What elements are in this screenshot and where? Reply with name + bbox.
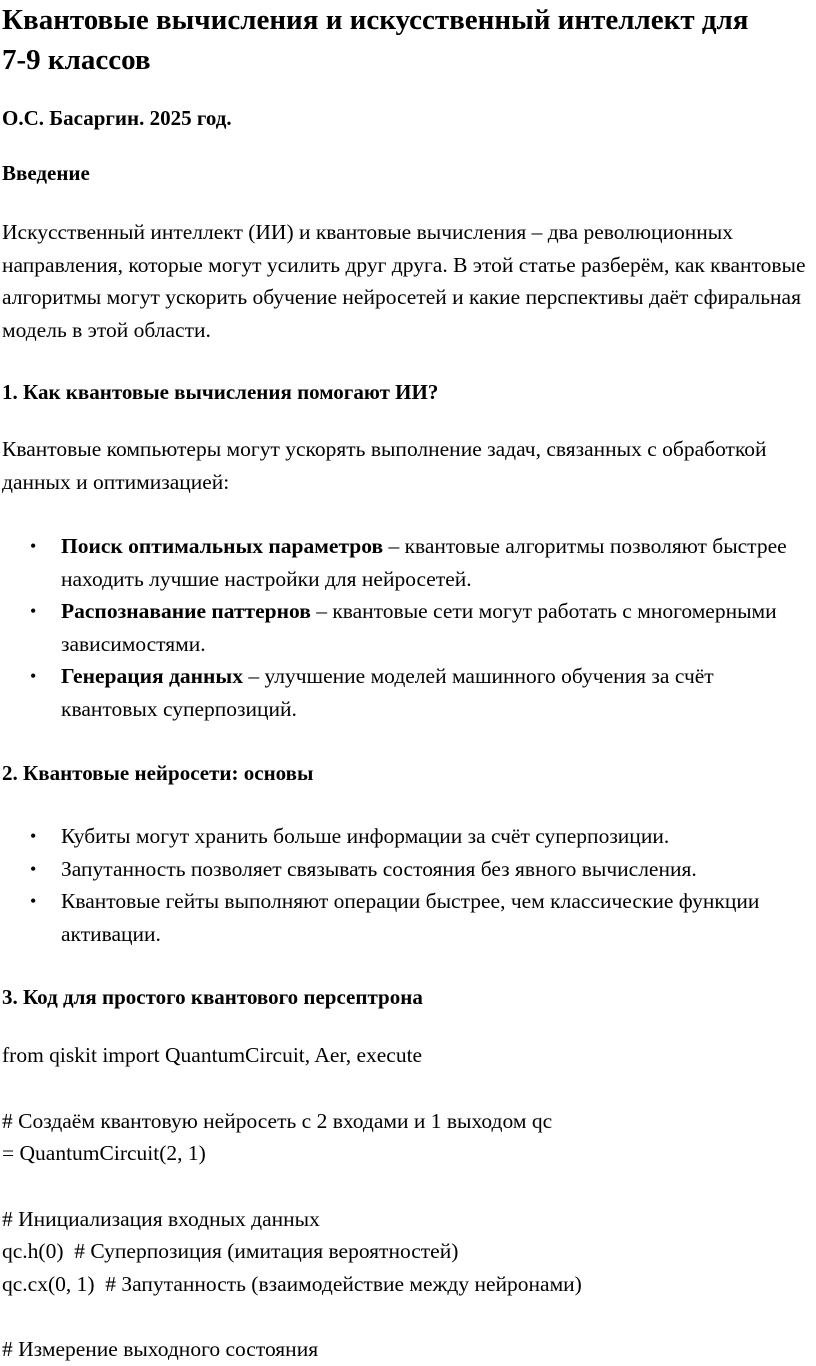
bullet-icon: • — [30, 536, 37, 556]
bullet-icon: • — [30, 601, 37, 621]
list-item-text: Кубиты могут хранить больше информации за счёт суперпозиции. — [61, 824, 670, 848]
code-line-hadamard: qc.h(0) # Суперпозиция (имитация вероятностей) — [2, 1239, 459, 1263]
section-1-heading: 1. Как квантовые вычисления помогают ИИ? — [2, 380, 439, 404]
section-3-heading: 3. Код для простого квантового персептрона — [2, 985, 423, 1009]
list-item-bold: Генерация данных — [61, 664, 243, 688]
bullet-icon: • — [30, 891, 37, 911]
list-item — [2, 595, 812, 660]
list-item — [2, 530, 812, 595]
list-item — [2, 885, 812, 950]
bullet-icon: • — [30, 666, 37, 686]
author-line: О.С. Басаргин. 2025 год. — [2, 106, 232, 130]
list-item-text: Запутанность позволяет связывать состояния без явного вычисления. — [61, 856, 697, 881]
section-2-heading: 2. Квантовые нейросети: основы — [2, 761, 314, 785]
list-item-text: – квантовые сети могут работать с многомерными зависимостями. — [61, 599, 777, 656]
code-line-comment-create: # Создаём квантовую нейросеть с 2 входами и 1 выходом qc — [2, 1108, 553, 1133]
title-line-2: 7-9 классов — [2, 44, 151, 76]
bullet-icon: • — [30, 826, 37, 846]
list-item — [2, 820, 812, 853]
list-item-text: – улучшение моделей машинного обучения за счёт квантовых суперпозиций. — [61, 664, 714, 721]
list-item-text: – квантовые алгоритмы позволяют быстрее находить лучшие настройки для нейросетей. — [61, 534, 787, 591]
list-item — [2, 853, 812, 886]
list-item-bold: Поиск оптимальных параметров — [61, 534, 384, 558]
title-line-1: Квантовые вычисления и искусственный интеллект для — [2, 4, 749, 36]
code-line-cnot: qc.cx(0, 1) # Запутанность (взаимодействие между нейронами) — [2, 1271, 582, 1296]
section-1-paragraph: Квантовые компьютеры могут ускорять выполнение задач, связанных с обработкой данных и оптимизацией: — [2, 437, 767, 494]
document-title — [2, 0, 812, 80]
code-line-comment-init: # Инициализация входных данных — [2, 1206, 320, 1231]
section-1-list — [2, 530, 812, 725]
code-block — [2, 1039, 812, 1366]
code-line-qc-assign: = QuantumCircuit(2, 1) — [2, 1141, 206, 1165]
code-line-comment-measure: # Измерение выходного состояния — [2, 1337, 319, 1361]
list-item — [2, 660, 812, 725]
intro-heading: Введение — [2, 161, 90, 185]
list-item-text: Квантовые гейты выполняют операции быстрее, чем классические функции активации. — [61, 889, 760, 946]
bullet-icon: • — [30, 858, 37, 879]
section-2-list — [2, 820, 812, 950]
list-item-bold: Распознавание паттернов — [61, 599, 311, 623]
code-line-import: from qiskit import QuantumCircuit, Aer, execute — [2, 1043, 423, 1067]
intro-paragraph: Искусственный интеллект (ИИ) и квантовые вычисления – два революционных направления, которые могут усилить друг друга. В этой статье разберём, как квантовые алгоритмы могут ускорить обучение нейросетей и какие перспективы даёт сфиральная модель в этой области. — [2, 220, 806, 342]
